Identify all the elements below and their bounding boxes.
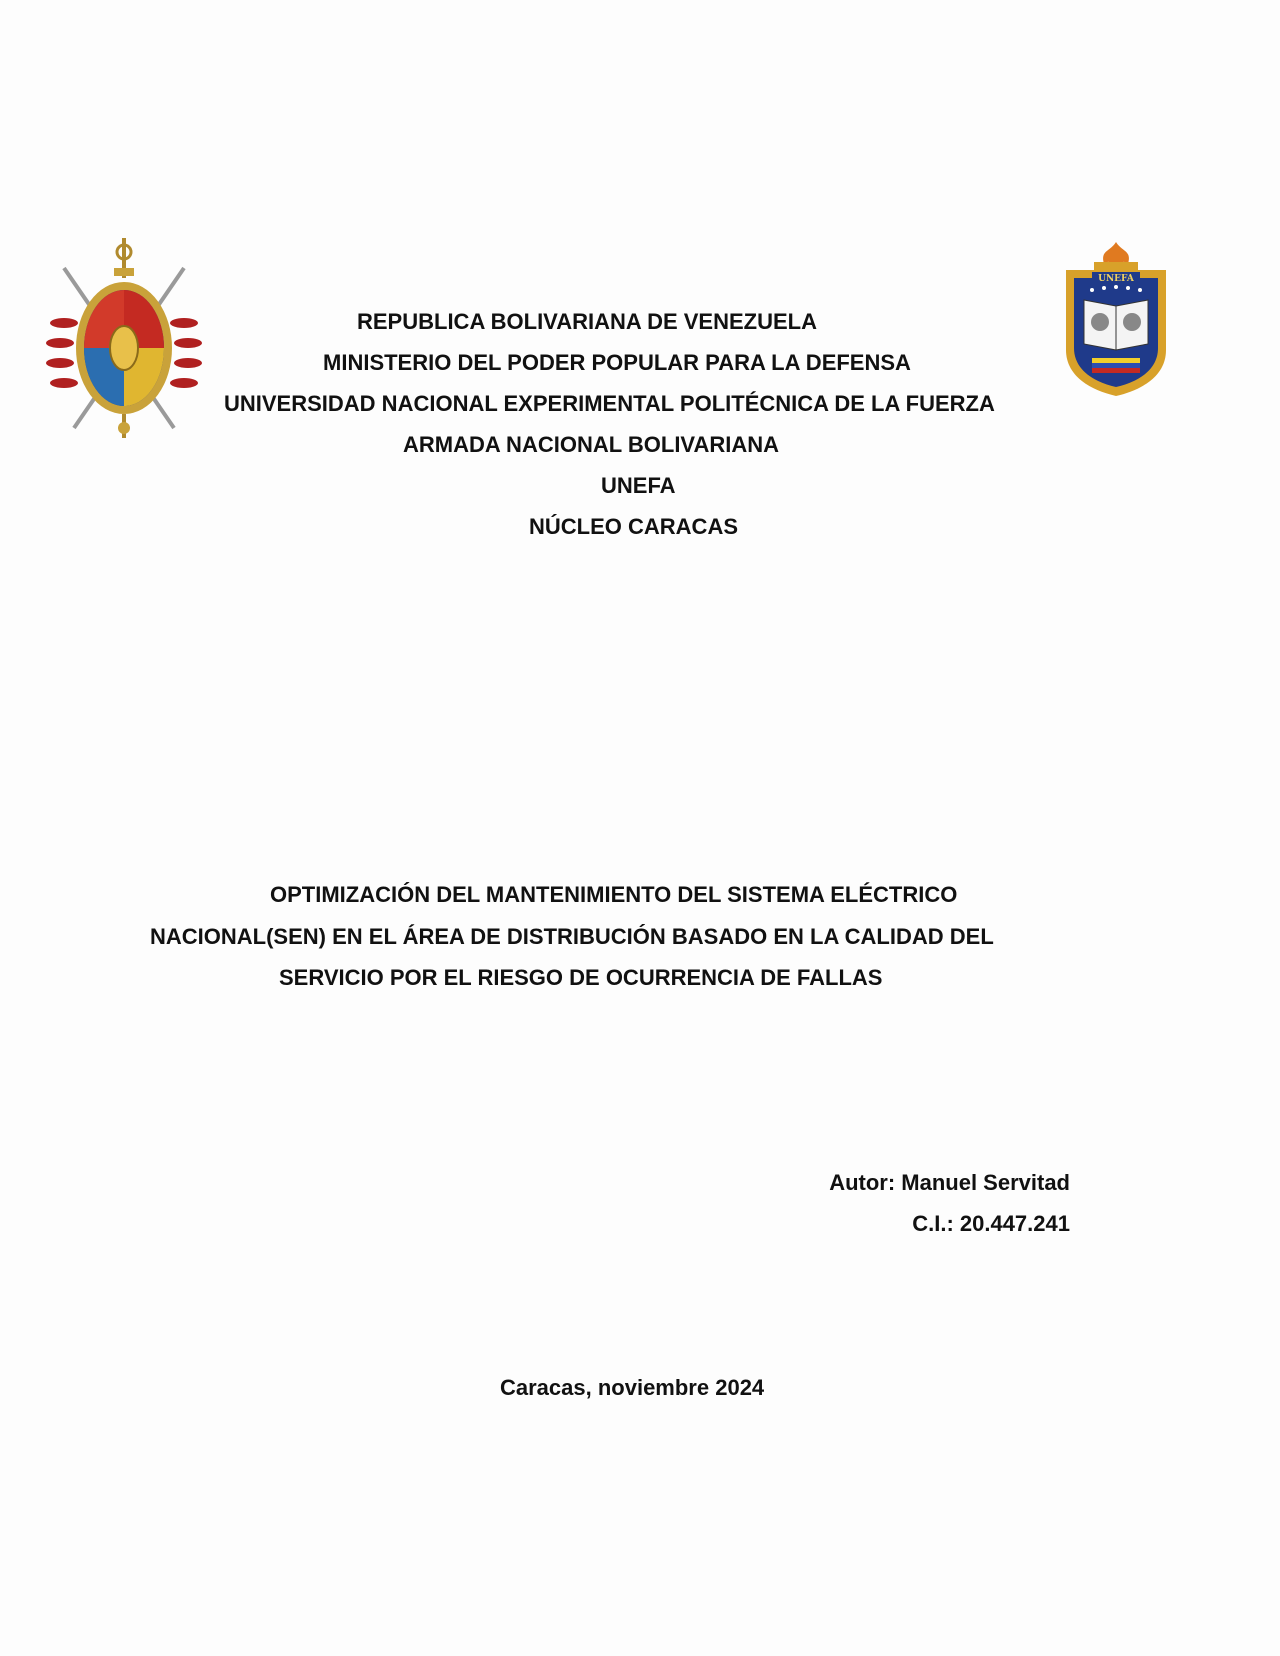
header-line-university: UNIVERSIDAD NACIONAL EXPERIMENTAL POLITÉCNICA DE LA FUERZA [224, 391, 995, 416]
unefa-shield-icon [1062, 240, 1170, 400]
title-line-2: NACIONAL(SEN) EN EL ÁREA DE DISTRIBUCIÓN BASADO EN LA CALIDAD DEL [150, 924, 994, 949]
header-line-republic: REPUBLICA BOLIVARIANA DE VENEZUELA [357, 309, 817, 334]
header-line-unefa: UNEFA [601, 473, 676, 498]
title-line-3: SERVICIO POR EL RIESGO DE OCURRENCIA DE FALLAS [279, 965, 883, 990]
header-line-nucleo: NÚCLEO CARACAS [529, 514, 738, 539]
svg-text:UNEFA: UNEFA [1098, 274, 1134, 284]
place-date: Caracas, noviembre 2024 [500, 1375, 765, 1400]
author-name: Autor: Manuel Servitad [829, 1170, 1070, 1195]
armed-forces-coat-of-arms-icon [44, 238, 204, 438]
header-line-ministry: MINISTERIO DEL PODER POPULAR PARA LA DEFENSA [323, 350, 911, 375]
title-line-1: OPTIMIZACIÓN DEL MANTENIMIENTO DEL SISTEMA ELÉCTRICO [270, 882, 958, 907]
author-id: C.I.: 20.447.241 [912, 1211, 1070, 1236]
header-line-armada: ARMADA NACIONAL BOLIVARIANA [403, 432, 780, 457]
